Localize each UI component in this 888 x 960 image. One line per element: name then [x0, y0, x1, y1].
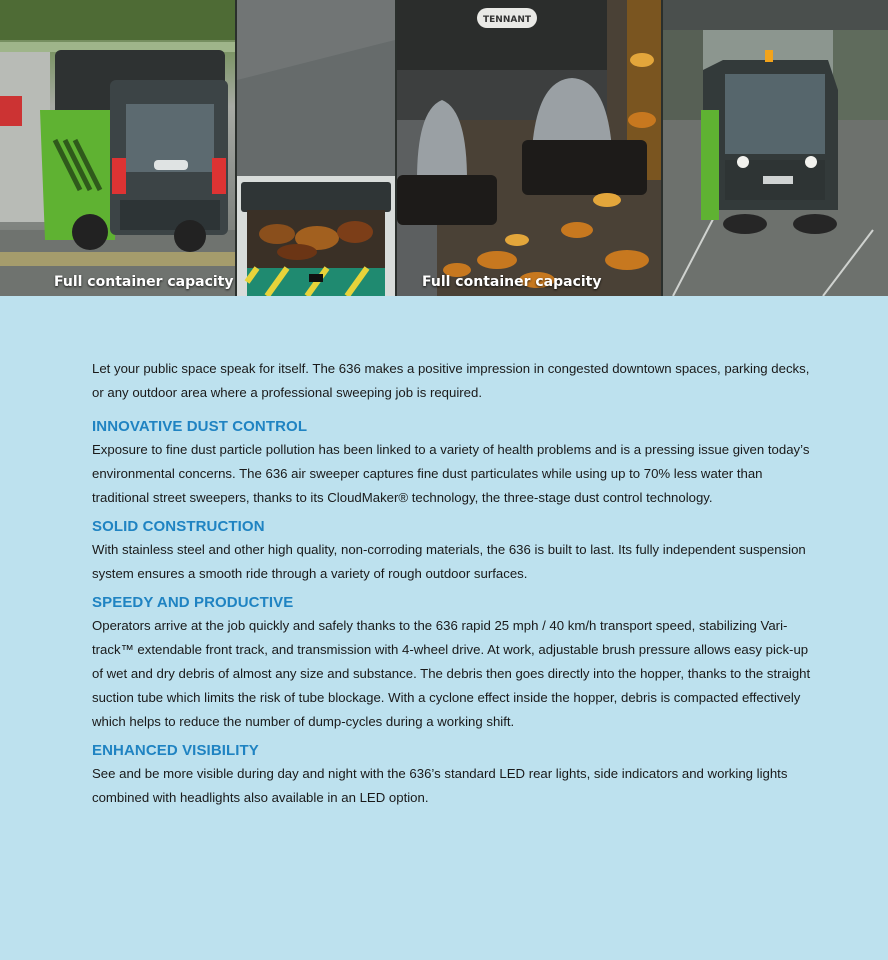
section-body: Operators arrive at the job quickly and safely thanks to the 636 rapid 25 mph / 40 km/h transport speed, stabilizing Vari-track™ extendable front track, and transmission with 4-wheel drive. At work, adjustable brush pressure allows easy pick-up of wet and dry debris of almost any size and substance. The debris then goes directly into the hopper, thanks to the straight suction tube which limits the risk of tube blockage. With a cyclone effect inside the hopper, debris is compacted effectively which helps to reduce the number of dump-cycles during a working shift. [92, 618, 811, 729]
section-body: With stainless steel and other high quality, non-corroding materials, the 636 is built to last. Its fully independent suspension system ensures a smooth ride through a variety of rough outdoor surfaces. [92, 542, 806, 581]
photo-sweeper-rear [0, 0, 235, 296]
section-construction [92, 516, 812, 586]
section-heading: ENHANCED VISIBILITY [92, 742, 259, 759]
photo-brushes [397, 0, 661, 296]
section-heading: SPEEDY AND PRODUCTIVE [92, 594, 294, 611]
body-text [92, 357, 812, 816]
sweeper-front-illustration [663, 0, 888, 296]
section-heading: SOLID CONSTRUCTION [92, 518, 265, 535]
photo-sweeper-front [663, 0, 888, 296]
photo-caption: Full container capacity [422, 274, 602, 290]
brand-mark: TENNANT [483, 15, 531, 25]
section-visibility [92, 740, 812, 810]
photo-strip [0, 0, 888, 296]
intro-paragraph: Let your public space speak for itself. The 636 makes a positive impression in congested downtown spaces, parking decks, or any outdoor area where a professional sweeping job is required. [92, 361, 810, 400]
section-speedy [92, 592, 812, 734]
sweeper-rear-illustration [0, 0, 235, 296]
section-dust-control [92, 416, 812, 510]
section-body: See and be more visible during day and night with the 636’s standard LED rear lights, side indicators and working lights combined with headlights also available in an LED option. [92, 766, 788, 805]
brushes-illustration [397, 0, 661, 296]
section-heading: INNOVATIVE DUST CONTROL [92, 418, 308, 435]
section-body: Exposure to fine dust particle pollution has been linked to a variety of health problems and is a pressing issue given today’s environmental concerns. The 636 air sweeper captures fine dust particulates while using up to 70% less water than traditional street sweepers, thanks to its CloudMaker® technology, the three-stage dust control technology. [92, 442, 810, 505]
hopper-illustration [237, 0, 395, 296]
photo-hopper [237, 0, 395, 296]
photo-caption: Full container capacity [54, 274, 234, 290]
